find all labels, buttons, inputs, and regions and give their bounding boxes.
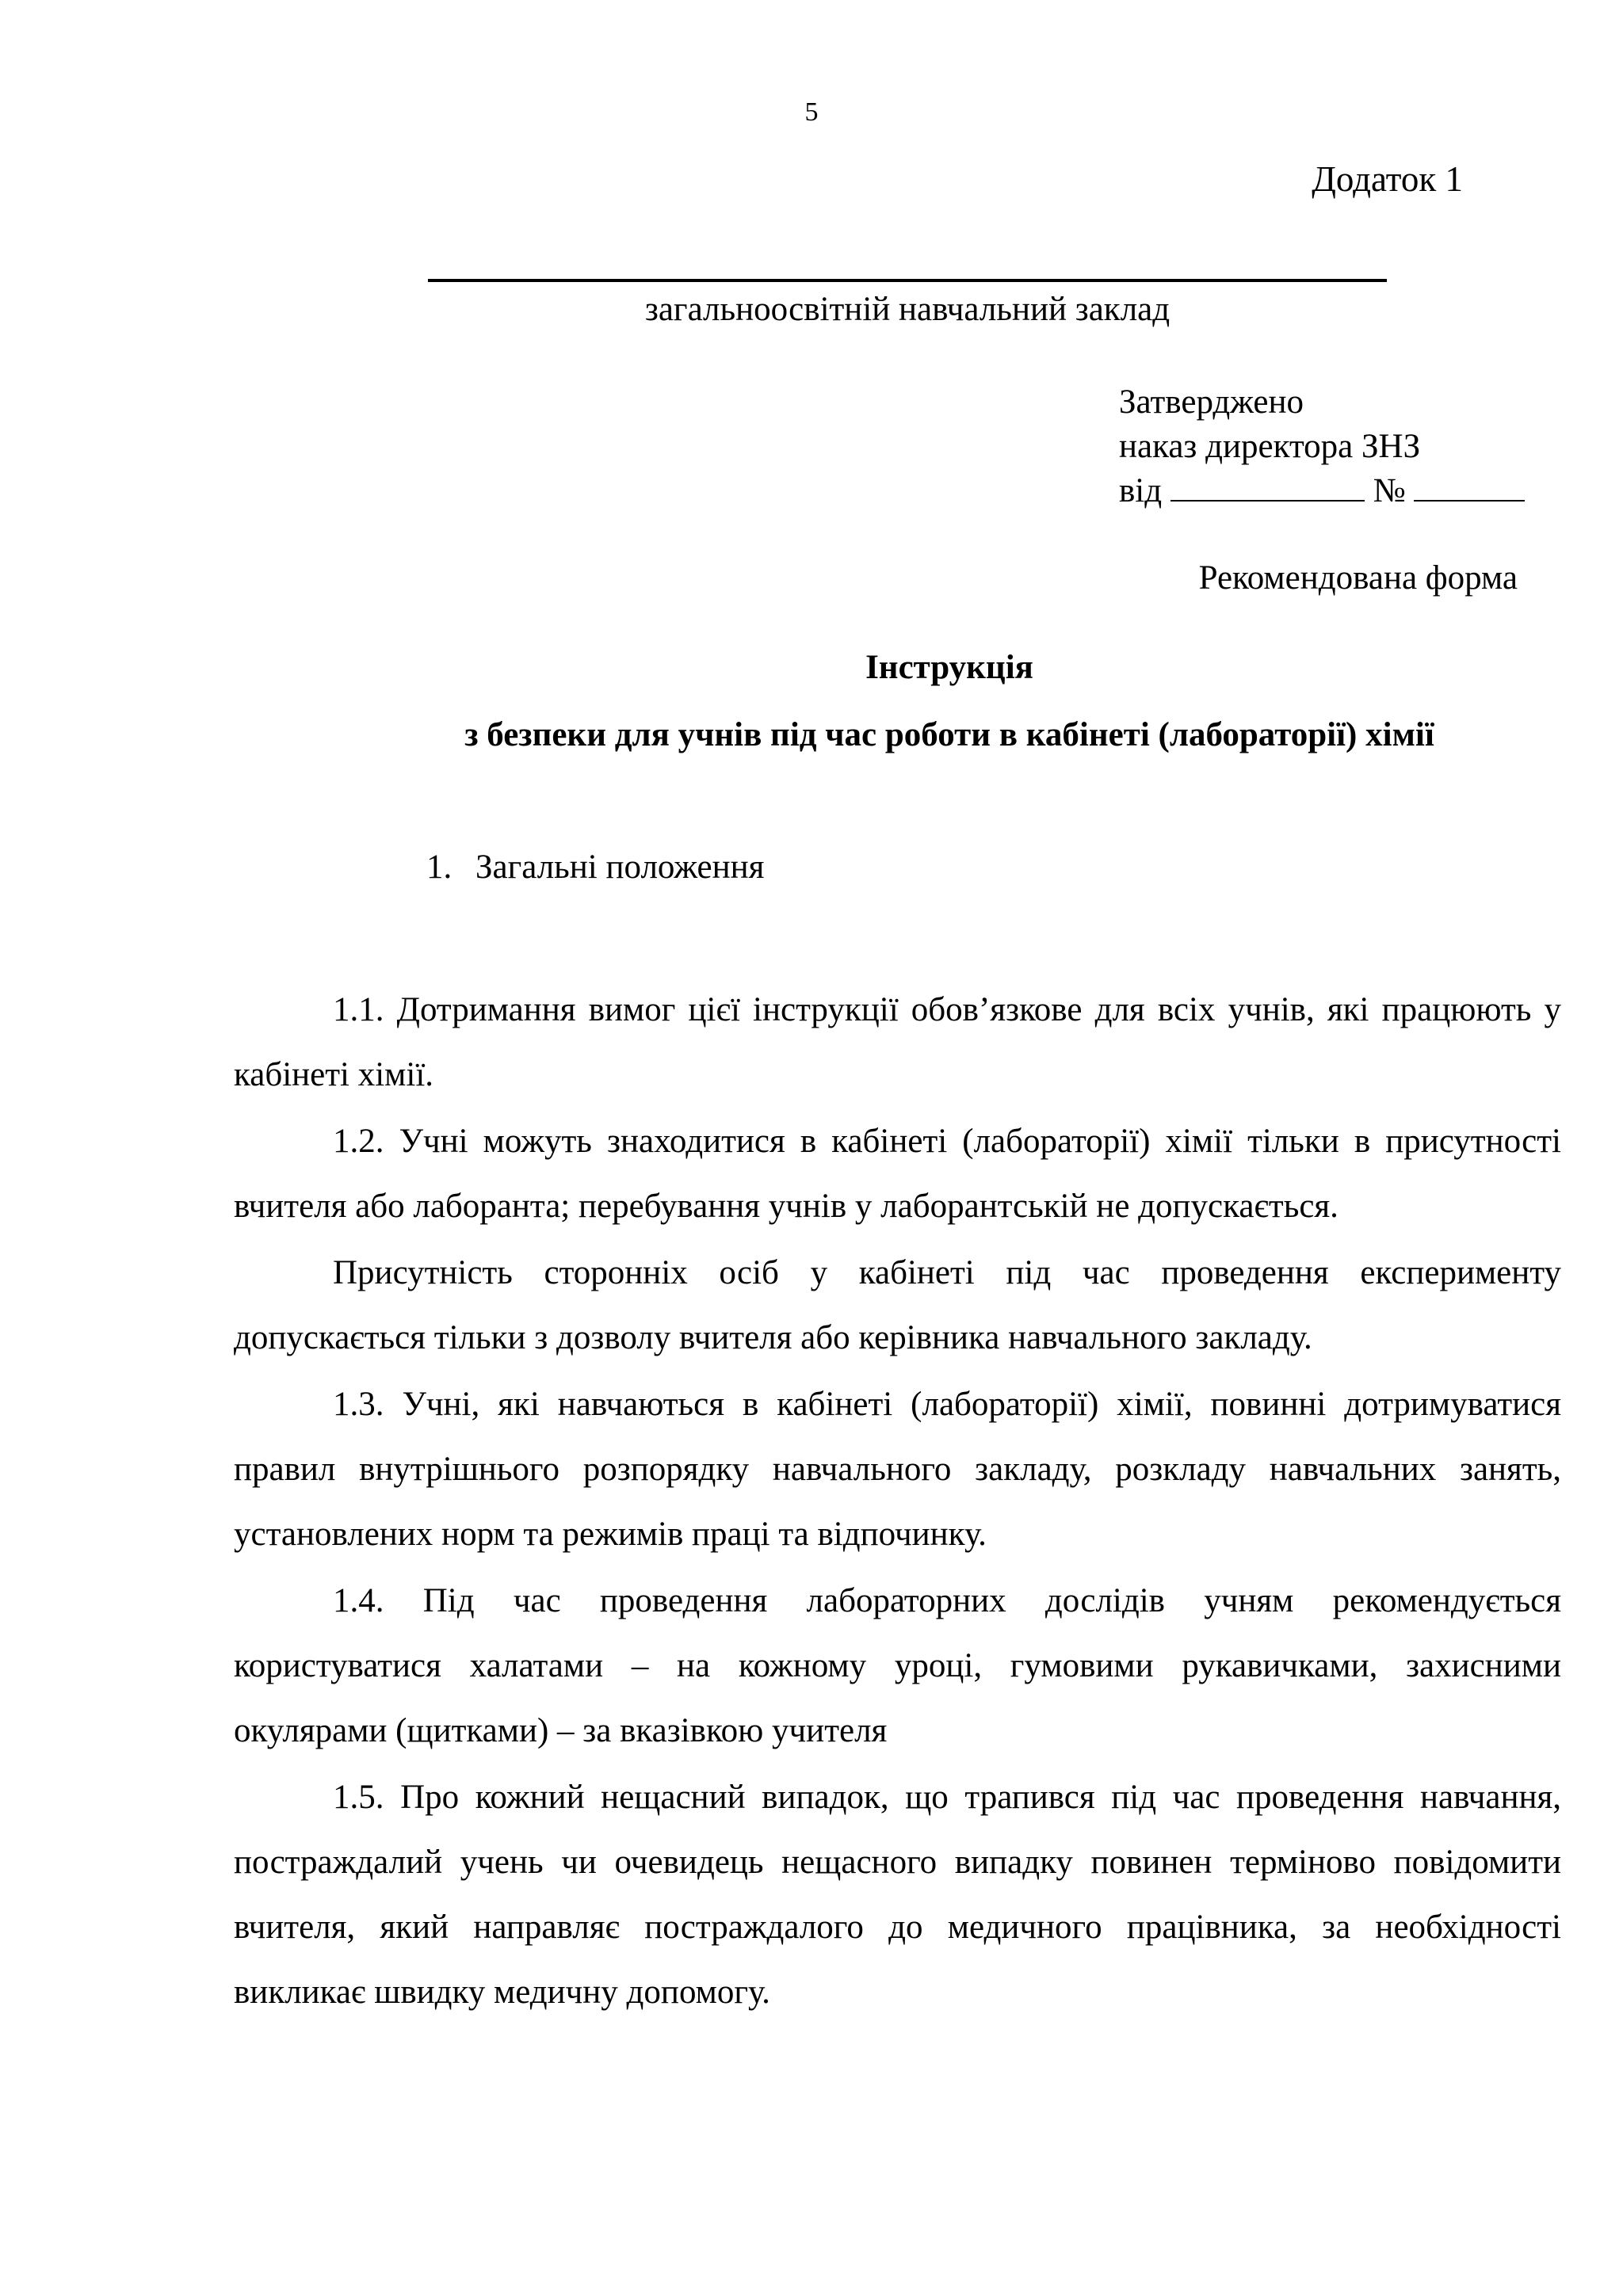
- page-number: 5: [804, 97, 819, 127]
- institution-caption: загальноосвітній навчальний заклад: [644, 291, 1170, 328]
- paragraph-1-2: 1.2. Учні можуть знаходитися в кабінеті (лабораторії) хімії тільки в присутності вчителя або лаборанта; перебування учнів у лаборантській не допускається.: [234, 1123, 1561, 1225]
- section-title: Загальні положення: [475, 849, 765, 886]
- approval-line-date: [1119, 469, 1525, 513]
- recommended-form-label: Рекомендована форма: [1198, 559, 1518, 597]
- approval-number-sign: №: [1373, 472, 1406, 509]
- appendix-label: Додаток 1: [1312, 159, 1463, 199]
- approval-number-blank: [1414, 471, 1525, 502]
- paragraph-1-1: 1.1. Дотримання вимог цієї інструкції обов’язкове для всіх учнів, які працюють у кабінеті хімії.: [234, 991, 1561, 1093]
- approval-line-order: наказ директора ЗНЗ: [1119, 428, 1421, 465]
- paragraph-1-5: 1.5. Про кожний нещасний випадок, що трапився під час проведення навчання, постраждалий учень чи очевидець нещасного випадку повинен терміново повідомити вчителя, який направляє постраждалого до медичного працівника, за необхідності викликає швидку медичну допомогу.: [234, 1779, 1561, 2011]
- approval-block: [1119, 380, 1525, 513]
- approval-date-prefix: від: [1119, 472, 1163, 509]
- section-number: 1.: [426, 849, 453, 886]
- approval-line-approved: Затверджено: [1119, 383, 1304, 421]
- document-body: [234, 978, 1561, 2027]
- approval-date-blank: [1170, 471, 1365, 502]
- paragraph-1-4: 1.4. Під час проведення лабораторних дослідів учням рекомендується користуватися халатами – на кожному уроці, гумовими рукавичками, захисними окулярами (щитками) – за вказівкою учителя: [234, 1582, 1561, 1749]
- section-heading: [426, 845, 764, 890]
- institution-name-blank-line: [428, 279, 1387, 282]
- paragraph-1-2-continued: Присутність сторонніх осіб у кабінеті під час проведення експерименту допускається тільки з дозволу вчителя або керівника навчального закладу.: [234, 1254, 1561, 1356]
- document-subtitle: з безпеки для учнів під час роботи в кабінеті (лабораторії) хімії: [464, 716, 1434, 753]
- document-title: Інструкція: [865, 649, 1033, 686]
- paragraph-1-3: 1.3. Учні, які навчаються в кабінеті (лабораторії) хімії, повинні дотримуватися правил внутрішнього розпорядку навчального закладу, розкладу навчальних занять, установлених норм та режимів праці та відпочинку.: [234, 1386, 1561, 1553]
